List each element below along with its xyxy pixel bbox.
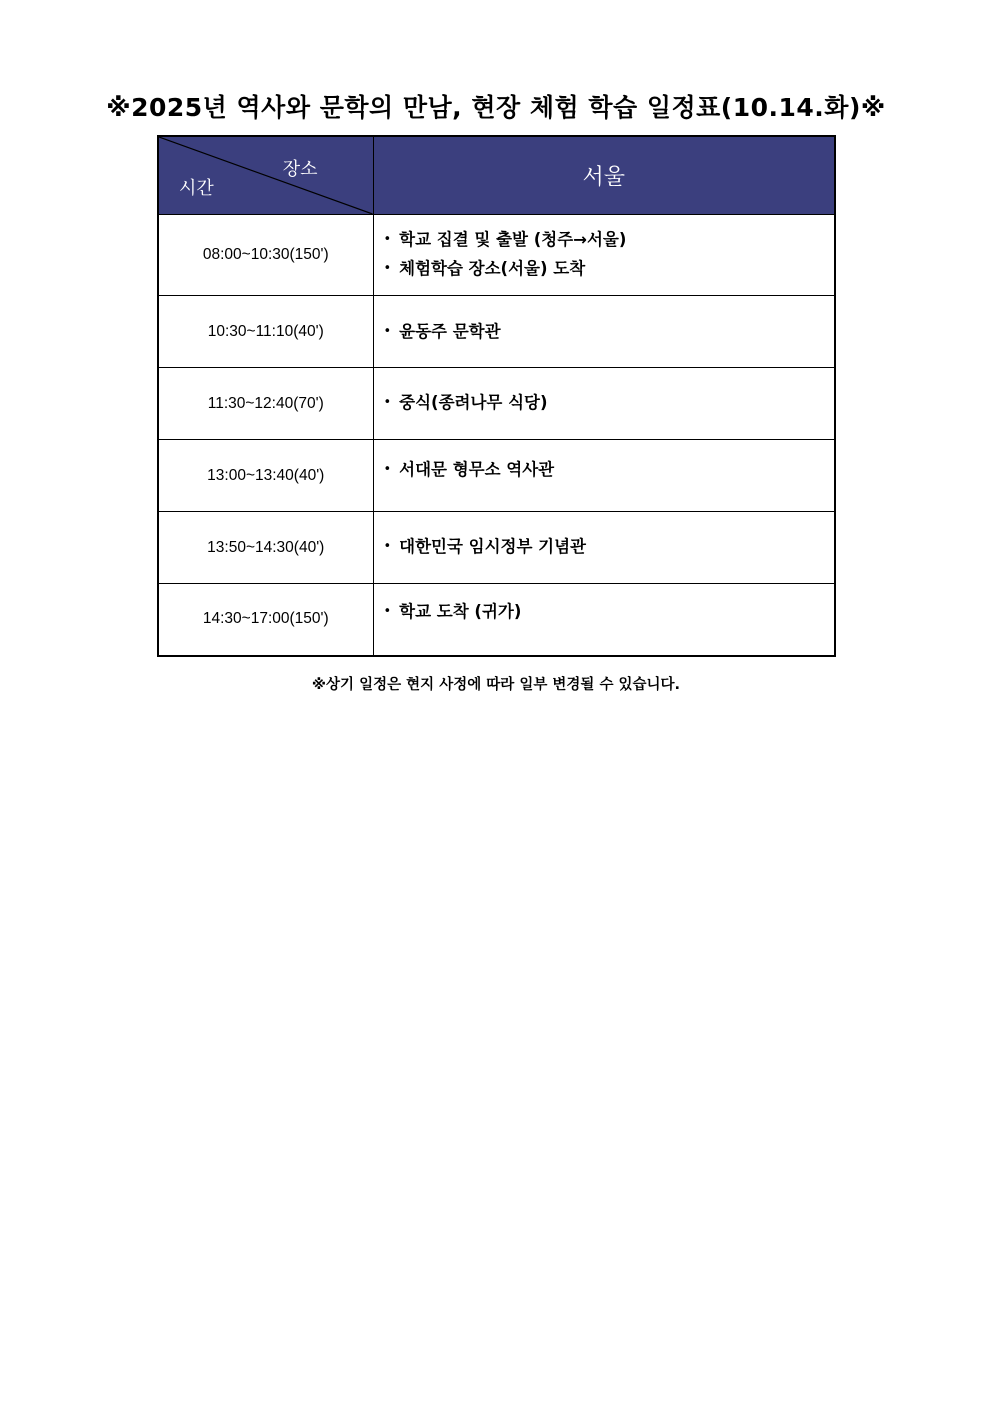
time-cell: 13:50~14:30(40') [158,512,373,584]
table-row [158,584,835,656]
activity-cell [373,296,835,368]
table-row [158,440,835,512]
table-row [158,512,835,584]
time-cell: 10:30~11:10(40') [158,296,373,368]
activity-item: • 중식(종려나무 식당) [384,389,835,418]
table-header-row [158,136,835,215]
place-header: 서울 [373,136,835,215]
table-row [158,368,835,440]
activity-item: • 대한민국 임시정부 기념관 [384,533,835,562]
corner-place-label: 장소 [282,159,318,180]
time-cell: 08:00~10:30(150') [158,215,373,296]
schedule-table [157,135,836,657]
activity-cell [373,215,835,296]
schedule-note: ※상기 일정은 현지 사정에 따라 일부 변경될 수 있습니다. [311,677,681,693]
activity-item: • 체험학습 장소(서울) 도착 [384,255,835,284]
time-cell: 14:30~17:00(150') [158,584,373,656]
activity-cell [373,584,835,656]
activity-cell [373,368,835,440]
activity-item: • 학교 도착 (귀가) [384,598,835,627]
page-title: ※2025년 역사와 문학의 만남, 현장 체험 학습 일정표(10.14.화)※ [106,93,886,122]
corner-header-cell [158,136,373,215]
activity-cell [373,440,835,512]
table-row [158,296,835,368]
time-cell: 13:00~13:40(40') [158,440,373,512]
activity-item: • 서대문 형무소 역사관 [384,456,835,485]
activity-cell [373,512,835,584]
time-cell: 11:30~12:40(70') [158,368,373,440]
activity-item: • 학교 집결 및 출발 (청주→서울) [384,226,835,255]
activity-item: • 윤동주 문학관 [384,318,835,347]
corner-time-label: 시간 [179,178,214,199]
table-row [158,215,835,296]
